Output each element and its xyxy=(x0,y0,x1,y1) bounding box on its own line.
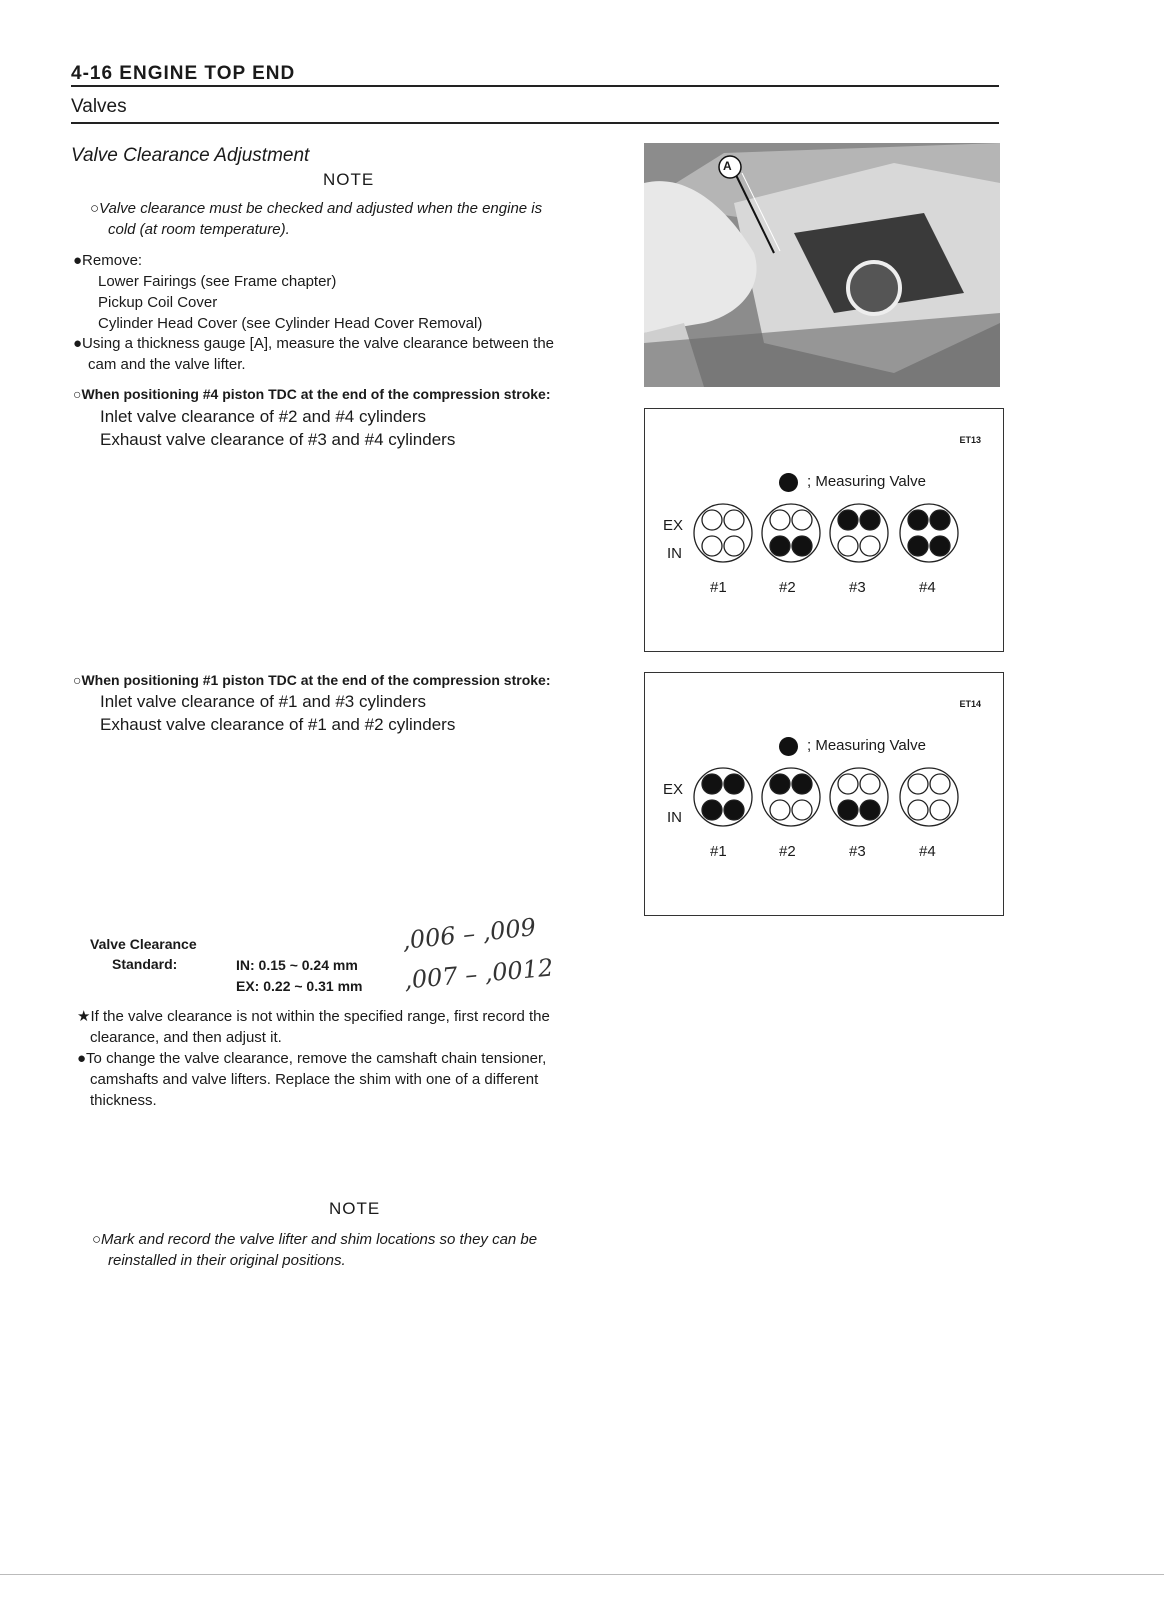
engine-photo xyxy=(644,143,1000,387)
cylinder-valves xyxy=(645,409,1003,651)
inlet-valve xyxy=(908,536,928,556)
inlet-valve xyxy=(770,536,790,556)
exhaust-valve xyxy=(930,510,950,530)
note-text-line: ○Valve clearance must be checked and adjusted when the engine is xyxy=(90,200,543,217)
cylinder-label: #4 xyxy=(919,843,936,860)
ex-label: EX xyxy=(663,781,684,798)
cylinder-bore xyxy=(762,768,820,826)
section-rule xyxy=(71,122,999,124)
page-title: 4-16 ENGINE TOP END xyxy=(71,63,296,84)
in-label: IN xyxy=(667,809,682,826)
valve-diagram xyxy=(644,408,1004,652)
inlet-valve xyxy=(838,800,858,820)
exhaust-valve xyxy=(702,774,722,794)
diagram-code: ET13 xyxy=(959,435,981,445)
inlet-valve xyxy=(724,800,744,820)
subheading: Valve Clearance Adjustment xyxy=(71,145,310,166)
instruction-line: clearance, and then adjust it. xyxy=(90,1029,282,1046)
note-title: NOTE xyxy=(329,1199,381,1218)
exhaust-valve xyxy=(860,774,880,794)
spec-ex-value: EX: 0.22 ~ 0.31 mm xyxy=(236,978,363,994)
inlet-valve xyxy=(770,800,790,820)
cylinder-bore xyxy=(694,768,752,826)
callout-label: A xyxy=(723,159,732,173)
cylinder-bore xyxy=(830,504,888,562)
exhaust-valve xyxy=(908,774,928,794)
note-text-line: reinstalled in their original positions. xyxy=(108,1252,346,1269)
instruction-line: thickness. xyxy=(90,1092,157,1109)
note-text-line: cold (at room temperature). xyxy=(108,221,290,238)
cylinder-valves xyxy=(645,673,1003,915)
engine-photo-graphic xyxy=(644,143,1000,387)
instruction-line: ●To change the valve clearance, remove the camshaft chain tensioner, xyxy=(77,1050,547,1067)
spec-title: Valve Clearance xyxy=(90,936,197,952)
valve-diagram xyxy=(644,672,1004,916)
exhaust-valve xyxy=(930,774,950,794)
inlet-valve xyxy=(860,536,880,556)
scan-edge-line xyxy=(0,1574,1164,1575)
inlet-valve xyxy=(930,800,950,820)
instruction-line: ★If the valve clearance is not within the specified range, first record the xyxy=(77,1008,550,1025)
inlet-valve xyxy=(930,536,950,556)
cylinder-bore xyxy=(694,504,752,562)
note-title: NOTE xyxy=(323,170,375,189)
exhaust-valve xyxy=(724,510,744,530)
spec-in-value: IN: 0.15 ~ 0.24 mm xyxy=(236,957,358,973)
note-text-line: ○Mark and record the valve lifter and shim locations so they can be xyxy=(92,1231,538,1248)
inlet-valve xyxy=(792,800,812,820)
exhaust-clearance: Exhaust valve clearance of #3 and #4 cylinders xyxy=(100,430,456,449)
cylinder-label: #1 xyxy=(710,843,727,860)
legend-label: ; Measuring Valve xyxy=(807,737,926,754)
exhaust-valve xyxy=(770,510,790,530)
inlet-valve xyxy=(724,536,744,556)
cylinder-bore xyxy=(900,504,958,562)
cylinder-label: #1 xyxy=(710,579,727,596)
section-title: Valves xyxy=(71,96,127,117)
header-rule xyxy=(71,85,999,87)
cylinder-bore xyxy=(762,504,820,562)
position-heading: ○When positioning #1 piston TDC at the end of the compression stroke: xyxy=(73,672,551,688)
exhaust-valve xyxy=(770,774,790,794)
handwritten-note: ,007 – ,0012 xyxy=(403,953,555,995)
exhaust-valve xyxy=(702,510,722,530)
exhaust-valve xyxy=(838,510,858,530)
diagram-code: ET14 xyxy=(959,699,981,709)
remove-item: Cylinder Head Cover (see Cylinder Head Cover Removal) xyxy=(98,315,483,332)
exhaust-valve xyxy=(792,774,812,794)
inlet-valve xyxy=(702,800,722,820)
inlet-valve xyxy=(860,800,880,820)
inlet-valve xyxy=(908,800,928,820)
cylinder-label: #2 xyxy=(779,579,796,596)
cylinder-label: #3 xyxy=(849,579,866,596)
exhaust-valve xyxy=(860,510,880,530)
remove-label: ●Remove: xyxy=(73,252,143,269)
remove-item: Pickup Coil Cover xyxy=(98,294,218,311)
gauge-instruction: ●Using a thickness gauge [A], measure the valve clearance between the xyxy=(73,335,555,352)
in-label: IN xyxy=(667,545,682,562)
cylinder-bore xyxy=(830,768,888,826)
inlet-clearance: Inlet valve clearance of #2 and #4 cylinders xyxy=(100,407,427,426)
handwritten-note: ,006 – ,009 xyxy=(400,913,538,955)
exhaust-clearance: Exhaust valve clearance of #1 and #2 cylinders xyxy=(100,715,456,734)
cylinder-label: #3 xyxy=(849,843,866,860)
remove-item: Lower Fairings (see Frame chapter) xyxy=(98,273,337,290)
cylinder-label: #4 xyxy=(919,579,936,596)
inlet-clearance: Inlet valve clearance of #1 and #3 cylinders xyxy=(100,692,427,711)
inlet-valve xyxy=(838,536,858,556)
exhaust-valve xyxy=(724,774,744,794)
exhaust-valve xyxy=(792,510,812,530)
exhaust-valve xyxy=(908,510,928,530)
inlet-valve xyxy=(702,536,722,556)
position-heading: ○When positioning #4 piston TDC at the end of the compression stroke: xyxy=(73,386,551,402)
instruction-line: camshafts and valve lifters. Replace the shim with one of a different xyxy=(90,1071,539,1088)
ex-label: EX xyxy=(663,517,684,534)
cylinder-bore xyxy=(900,768,958,826)
cylinder-label: #2 xyxy=(779,843,796,860)
legend-label: ; Measuring Valve xyxy=(807,473,926,490)
exhaust-valve xyxy=(838,774,858,794)
gauge-instruction: cam and the valve lifter. xyxy=(88,356,246,373)
spec-standard-label: Standard: xyxy=(112,956,178,972)
inlet-valve xyxy=(792,536,812,556)
